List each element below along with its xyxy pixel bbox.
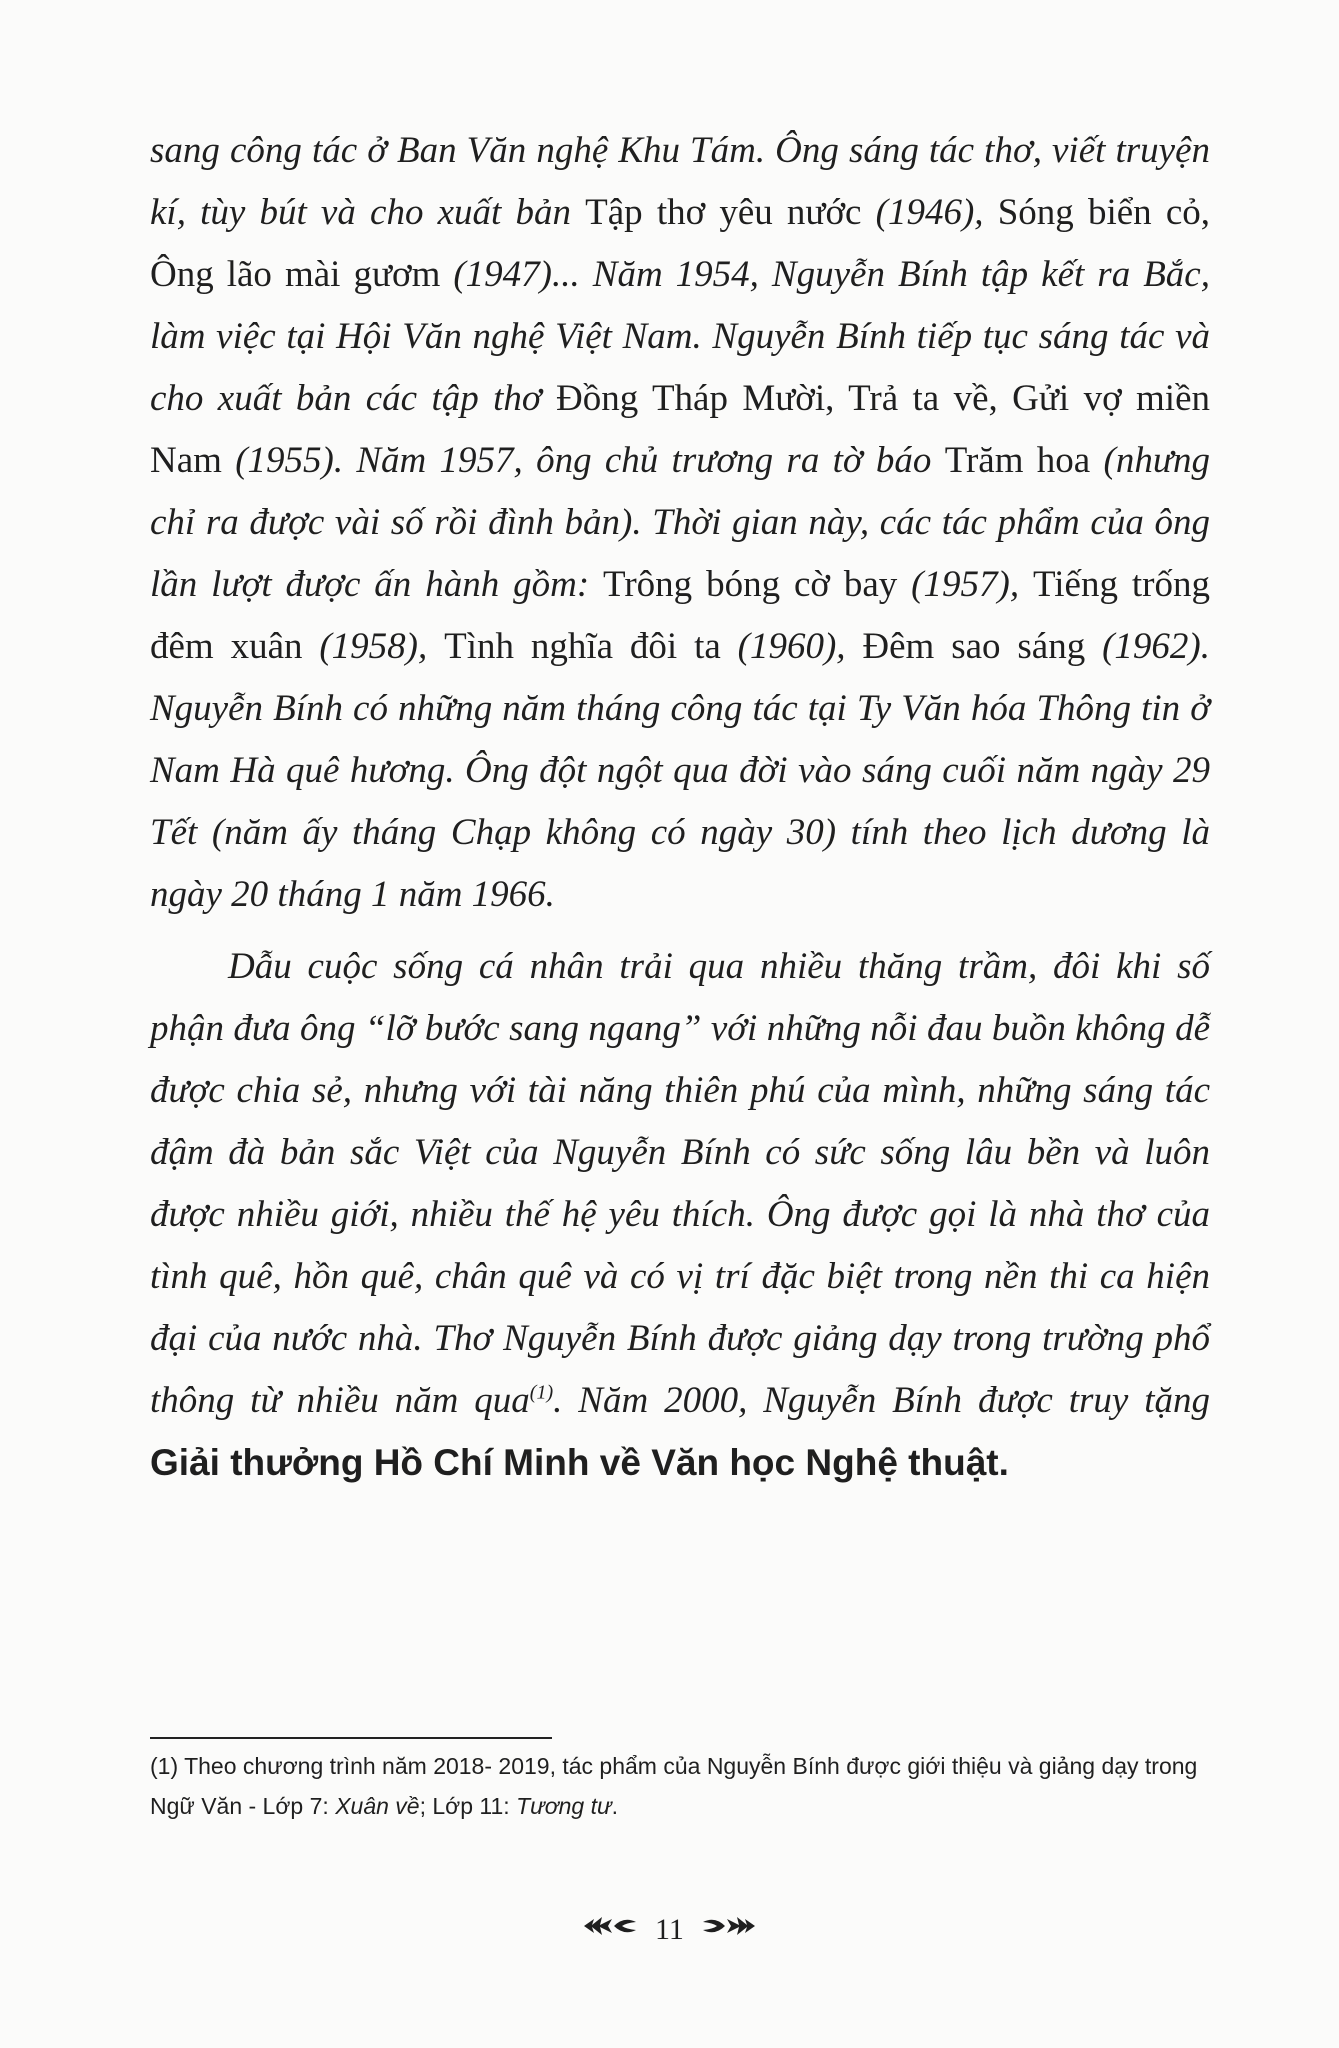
footnote-text: ; Lớp 11:: [419, 1793, 517, 1819]
book-title: Tình nghĩa đôi ta: [444, 626, 721, 667]
leaf-ornament-right-icon: [701, 1910, 757, 1950]
footnote: [150, 1746, 1212, 1826]
leaf-ornament-left-icon: [582, 1910, 638, 1950]
book-title: Trông bóng cờ bay: [603, 564, 898, 605]
text-run: sang công tác ở Ban Văn nghệ Khu Tám. Ông sáng tác thơ, viết truyện kí, tùy bút và cho xuất bản: [150, 130, 1210, 233]
text-run: . Năm 2000, Nguyễn Bính được truy tặng: [553, 1380, 1210, 1421]
book-title: Đồng Tháp Mười, Trả ta về, Gửi vợ miền Nam: [150, 378, 1210, 481]
footnote-reference: (1): [529, 1381, 554, 1404]
footnote-divider: [150, 1737, 552, 1739]
award-name: Giải thưởng Hồ Chí Minh về Văn học Nghệ thuật: [150, 1442, 999, 1483]
text-run: (nhưng chỉ ra được vài số rồi đình bản). Thời gian này, các tác phẩm của ông lần lượt được ấn hành gồm:: [150, 440, 1210, 605]
text-run: (1957),: [897, 564, 1033, 605]
footnote-title: Xuân về: [335, 1793, 420, 1819]
book-title: Sóng biển cỏ, Ông lão mài gươm: [150, 192, 1211, 295]
text-run: (1962). Nguyễn Bính có những năm tháng công tác tại Ty Văn hóa Thông tin ở Nam Hà quê hương. Ông đột ngột qua đời vào sáng cuối năm ngày 29 Tết (năm ấy tháng Chạp không có ngày 30) tính theo lịch dương là ngày 20 tháng 1 năm 1966.: [150, 626, 1210, 915]
text-run: (1960),: [720, 626, 863, 667]
text-run: (1946),: [861, 192, 998, 233]
footnote-text: .: [611, 1793, 618, 1819]
book-title: Đêm sao sáng: [862, 626, 1086, 667]
text-run: (1955). Năm 1957, ông chủ trương ra tờ báo: [221, 440, 945, 481]
page-footer: [0, 1908, 1339, 1950]
footnote-title: Tương tư: [516, 1793, 612, 1819]
book-title: Tập thơ yêu nước: [585, 192, 862, 233]
text-run: (1947)... Năm 1954, Nguyễn Bính tập kết ra Bắc, làm việc tại Hội Văn nghệ Việt Nam. Nguyễn Bính tiếp tục sáng tác và cho xuất bản các tập thơ: [150, 254, 1210, 419]
body-text: [150, 120, 1210, 1495]
text-run: Dẫu cuộc sống cá nhân trải qua nhiều thăng trầm, đôi khi số phận đưa ông “lỡ bước sang ngang” với những nỗi đau buồn không dễ được chia sẻ, nhưng với tài năng thiên phú của mình, những sáng tác đậm đà bản sắc Việt của Nguyễn Bính có sức sống lâu bền và luôn được nhiều giới, nhiều thế hệ yêu thích. Ông được gọi là nhà thơ của tình quê, hồn quê, chân quê và có vị trí đặc biệt trong nền thi ca hiện đại của nước nhà. Thơ Nguyễn Bính được giảng dạy trong trường phổ thông từ nhiều năm qua: [150, 946, 1210, 1421]
paragraph-1: [150, 120, 1210, 926]
text-run: .: [998, 1442, 1009, 1483]
newspaper-title: Trăm hoa: [944, 440, 1091, 481]
footnote-text: (1) Theo chương trình năm 2018- 2019, tác phẩm của Nguyễn Bính được giới thiệu và giảng dạy trong Ngữ Văn - Lớp 7:: [150, 1753, 1198, 1819]
book-title: Tiếng trống đêm xuân: [150, 564, 1210, 667]
text-run: (1958),: [302, 626, 445, 667]
page-number: 11: [655, 1913, 684, 1947]
paragraph-2: [150, 936, 1210, 1495]
